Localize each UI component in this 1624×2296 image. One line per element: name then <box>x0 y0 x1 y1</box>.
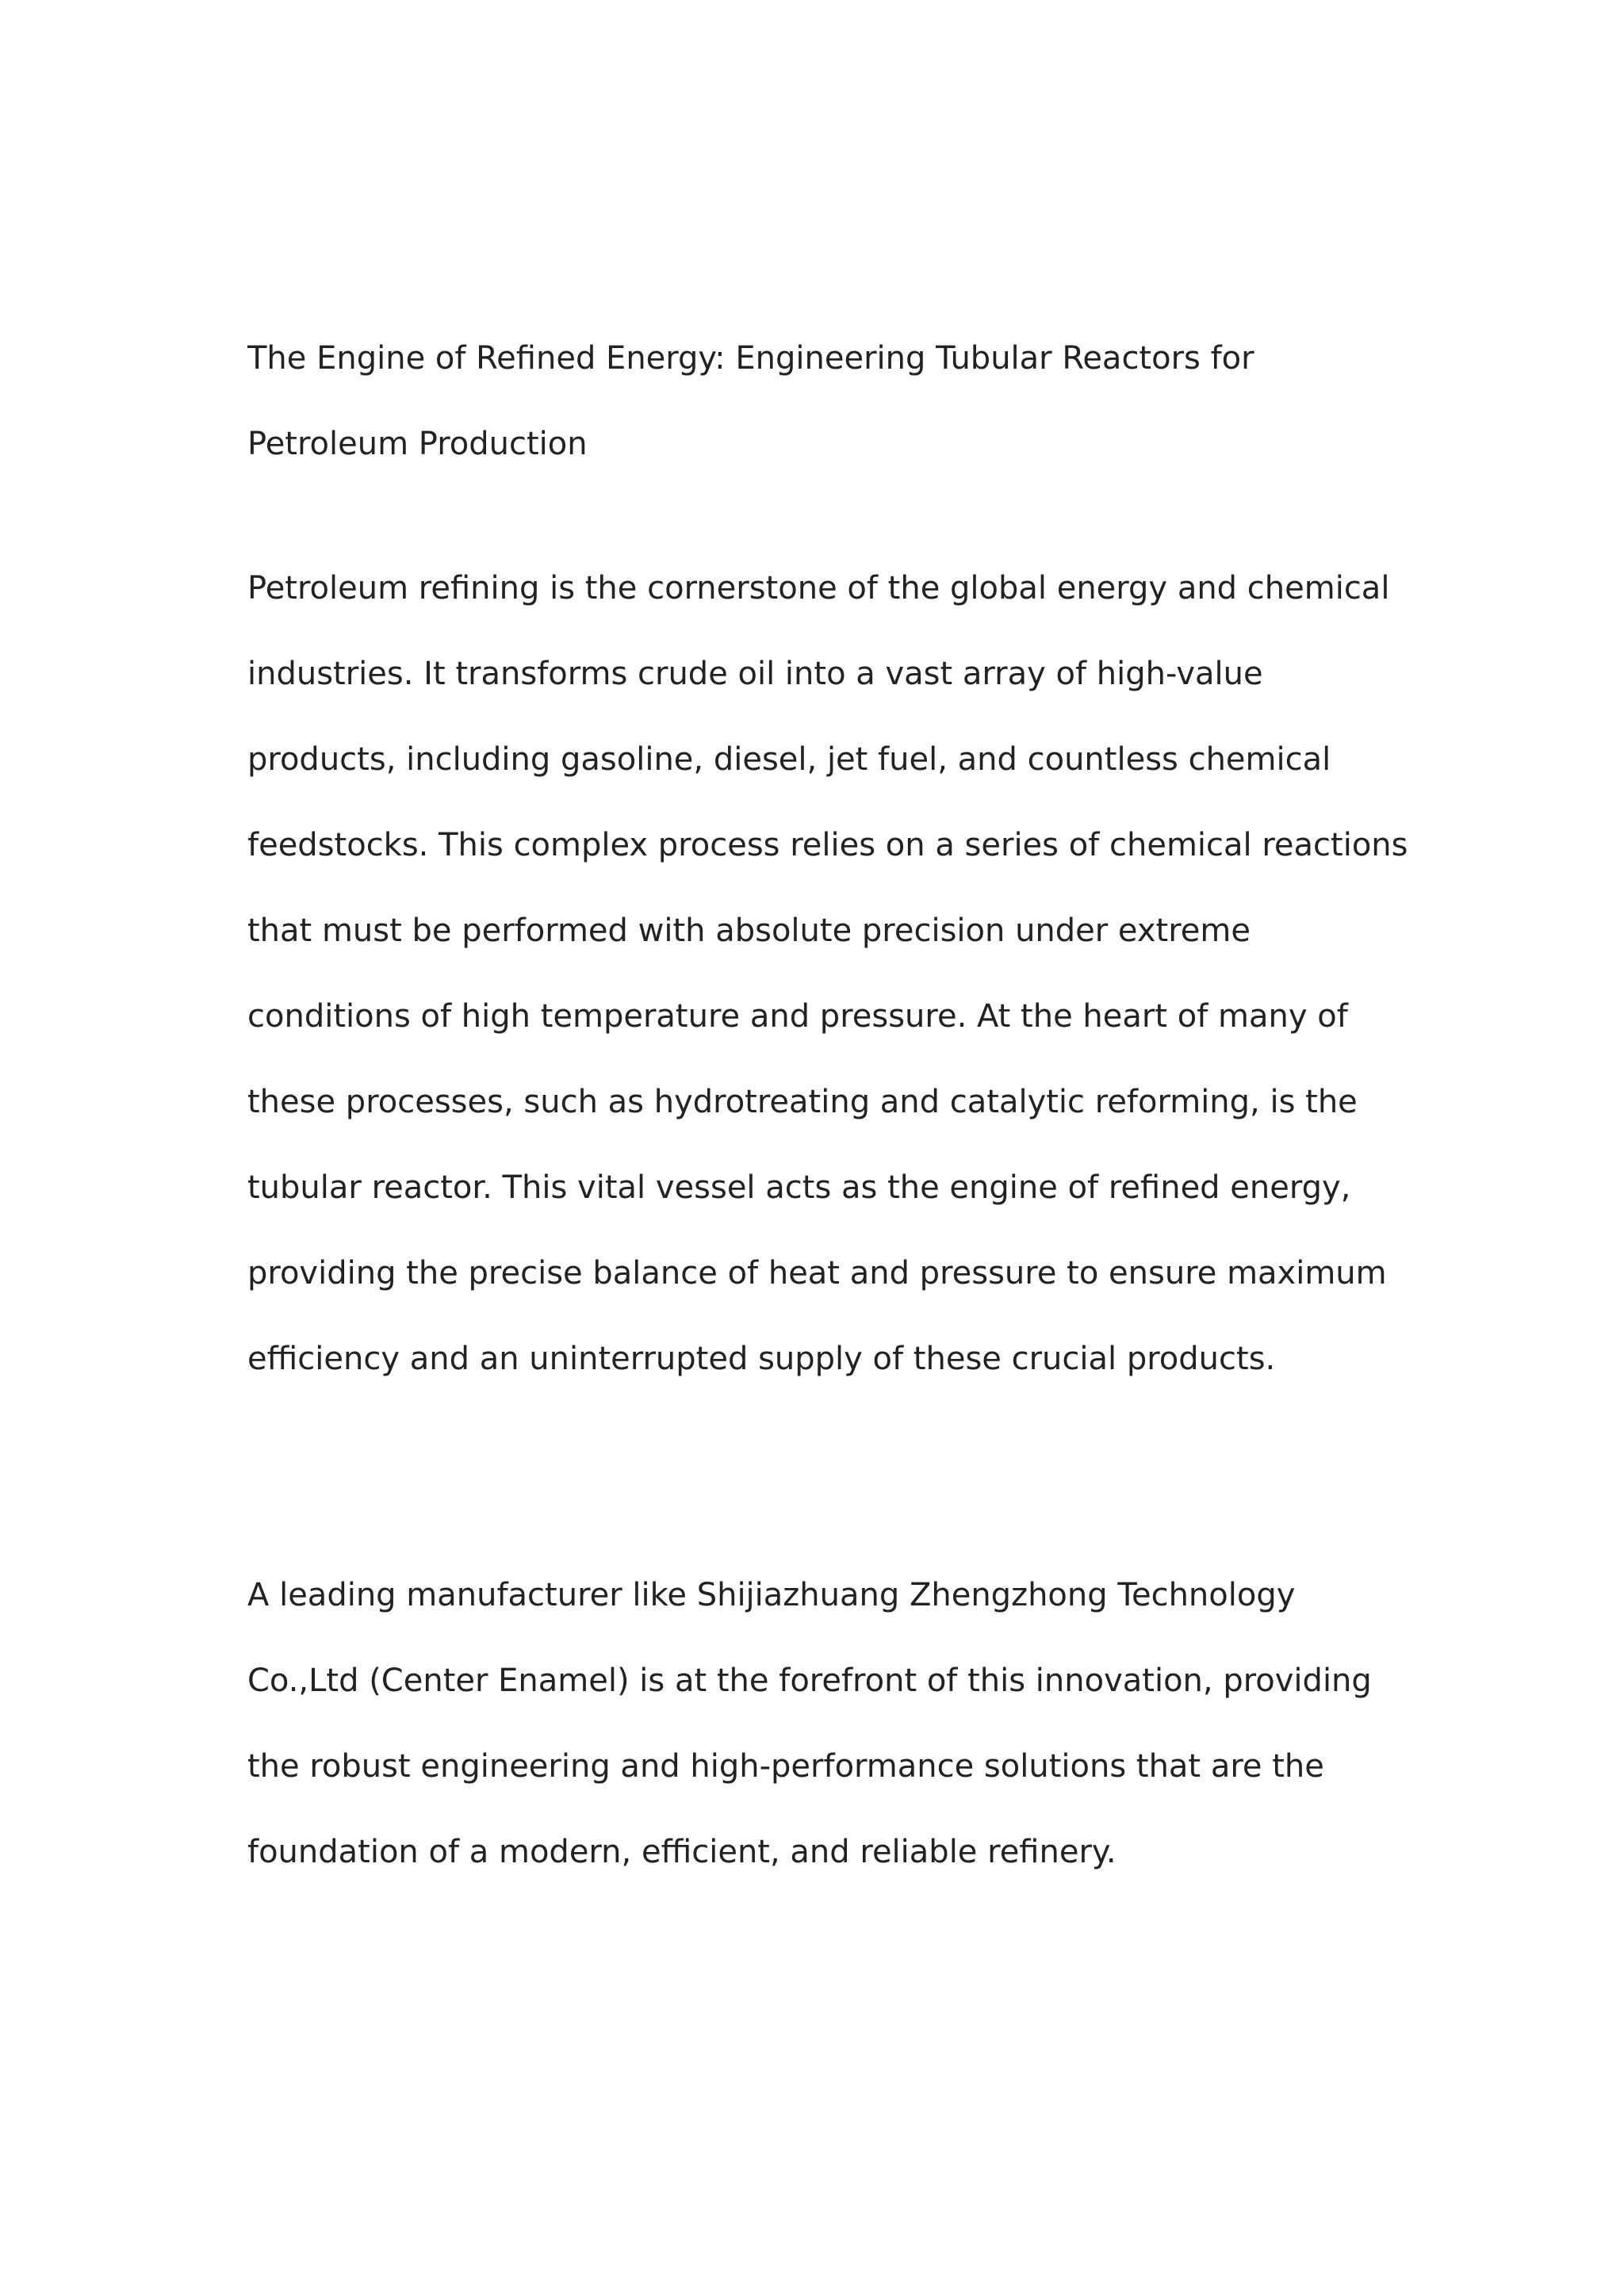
paragraph-1-line-5: that must be performed with absolute precision under extreme <box>247 913 1251 949</box>
paragraph-2-line-4: foundation of a modern, efficient, and reliable refinery. <box>247 1834 1116 1870</box>
paragraph-1-line-6: conditions of high temperature and pressure. At the heart of many of <box>247 998 1348 1035</box>
title-line-2: Petroleum Production <box>247 426 588 462</box>
paragraph-1-line-10: efficiency and an uninterrupted supply of these crucial products. <box>247 1341 1276 1377</box>
paragraph-1-line-2: industries. It transforms crude oil into a vast array of high-value <box>247 656 1263 692</box>
paragraph-1-line-7: these processes, such as hydrotreating and catalytic reforming, is the <box>247 1084 1358 1120</box>
paragraph-2-line-3: the robust engineering and high-performance solutions that are the <box>247 1748 1324 1785</box>
title-line-1: The Engine of Refined Energy: Engineering Tubular Reactors for <box>247 340 1254 377</box>
paragraph-2-line-2: Co.,Ltd (Center Enamel) is at the forefront of this innovation, providing <box>247 1663 1372 1699</box>
paragraph-1-line-4: feedstocks. This complex process relies on a series of chemical reactions <box>247 827 1408 863</box>
paragraph-1-line-1: Petroleum refining is the cornerstone of the global energy and chemical <box>247 570 1390 607</box>
paragraph-1-line-3: products, including gasoline, diesel, jet fuel, and countless chemical <box>247 741 1331 778</box>
paragraph-1-line-9: providing the precise balance of heat and pressure to ensure maximum <box>247 1255 1387 1292</box>
paragraph-1-line-8: tubular reactor. This vital vessel acts as the engine of refined energy, <box>247 1169 1351 1206</box>
paragraph-2-line-1: A leading manufacturer like Shijiazhuang Zhengzhong Technology <box>247 1577 1296 1613</box>
